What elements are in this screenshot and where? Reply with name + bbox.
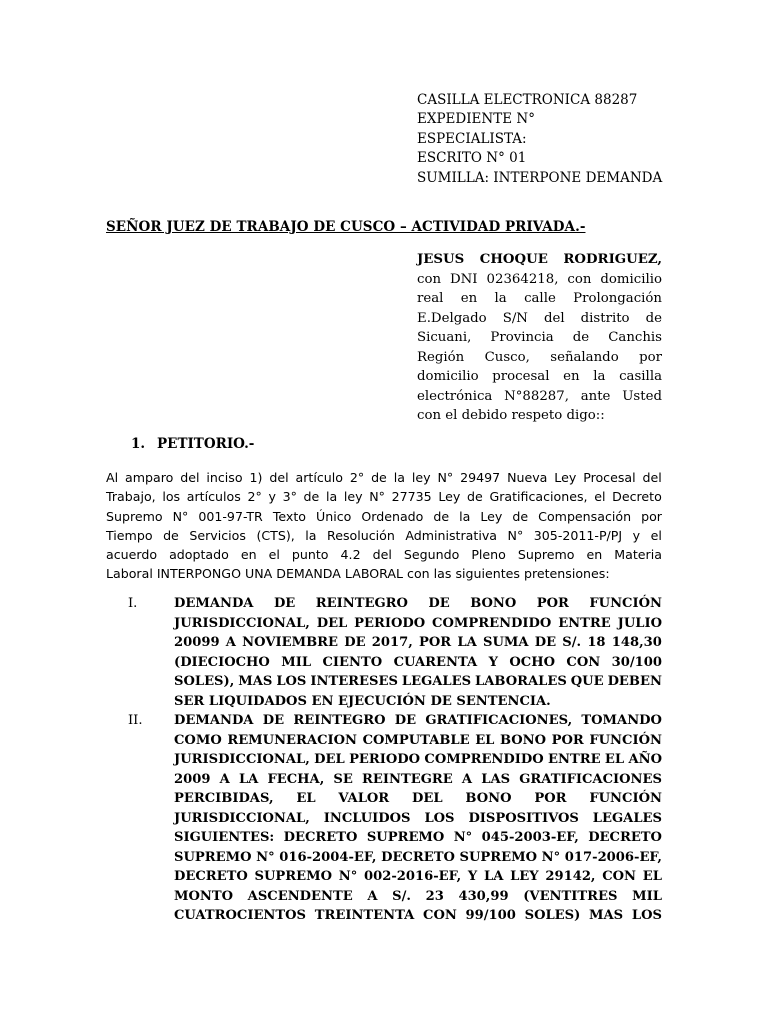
section-number: 1.	[131, 436, 146, 452]
case-header	[417, 91, 662, 188]
claim-item	[128, 711, 662, 926]
plaintiff-detail-line: Región Cusco, señalando por	[417, 349, 662, 365]
intro-line: acuerdo adoptado en el punto 4.2 del Segundo Pleno Supremo en Materia	[106, 547, 662, 563]
claim-line: JURISDICCIONAL, DEL PERIODO COMPRENDIDO ENTRE JULIO	[174, 615, 662, 631]
claim-line: 20099 A NOVIEMBRE DE 2017, POR LA SUMA DE S/. 18 148,30	[174, 635, 662, 650]
claim-line: DECRETO SUPREMO N° 002-2016-EF, Y LA LEY 29142, CON EL	[174, 869, 662, 884]
plaintiff-name-word: RODRIGUEZ,	[563, 252, 662, 267]
claim-line: JURISDICCIONAL, DEL PERIODO COMPRENDIDO ENTRE EL AÑO	[174, 752, 662, 767]
intro-paragraph	[106, 468, 662, 584]
claim-line: MONTO ASCENDENTE A S/. 23 430,99 (VENTITRES MIL	[174, 888, 662, 904]
claim-line: CUATROCIENTOS TREINTENTA CON 99/100 SOLES) MAS LOS	[174, 908, 662, 923]
claim-line: DEMANDA DE REINTEGRO DE BONO POR FUNCIÓN	[174, 596, 662, 611]
claim-line: DEMANDA DE REINTEGRO DE GRATIFICACIONES, TOMANDO	[174, 713, 662, 728]
plaintiff-name	[417, 250, 662, 270]
plaintiff-detail-line: electrónica N°88287, ante Usted	[417, 388, 662, 404]
plaintiff-detail-line: real en la calle Prolongación	[417, 291, 662, 306]
claim-line: SIGUIENTES: DECRETO SUPREMO N° 045-2003-EF, DECRETO	[174, 830, 662, 845]
claim-line: SUPREMO N° 016-2004-EF, DECRETO SUPREMO N° 017-2006-EF,	[174, 849, 662, 865]
claim-number: I.	[128, 596, 138, 611]
plaintiff-detail-line: E.Delgado S/N del distrito de	[417, 310, 662, 326]
intro-line: Tiempo de Servicios (CTS), la Resolución Administrativa N° 305-2011-P/PJ y el	[106, 527, 662, 543]
intro-line: Laboral INTERPONGO UNA DEMANDA LABORAL con las siguientes pretensiones:	[106, 566, 610, 582]
plaintiff-detail-line: con DNI 02364218, con domicilio	[417, 271, 662, 287]
intro-line: Supremo N° 001-97-TR Texto Único Ordenado de la Ley de Compensación por	[106, 508, 662, 524]
intro-line: Trabajo, los artículos 2° y 3° de la ley N° 27735 Ley de Gratificaciones, el Decreto	[106, 489, 662, 505]
header-line: ESCRITO N° 01	[417, 150, 527, 167]
claim-line: COMO REMUNERACION COMPUTABLE EL BONO POR FUNCIÓN	[174, 732, 662, 748]
claim-line: SER LIQUIDADOS EN EJECUCIÓN DE SENTENCIA.	[174, 693, 551, 709]
court-title: SEÑOR JUEZ DE TRABAJO DE CUSCO – ACTIVIDAD PRIVADA.-	[106, 219, 586, 235]
plaintiff-name-word: CHOQUE	[479, 252, 548, 267]
claim-number: II.	[128, 713, 143, 728]
plaintiff-block	[417, 250, 662, 426]
header-line: ESPECIALISTA:	[417, 130, 527, 147]
claim-line: JURISDICCIONAL, INCLUIDOS LOS DISPOSITIVOS LEGALES	[174, 810, 662, 826]
plaintiff-detail-line: Sicuani, Provincia de Canchis	[417, 330, 662, 345]
claim-line: 2009 A LA FECHA, SE REINTEGRE A LAS GRATIFICACIONES	[174, 771, 662, 787]
header-line: SUMILLA: INTERPONE DEMANDA	[417, 169, 663, 186]
claim-line: (DIECIOCHO MIL CIENTO CUARENTA Y OCHO CON 30/100	[174, 654, 662, 670]
claim-item	[128, 594, 662, 711]
claim-line: PERCIBIDAS, EL VALOR DEL BONO POR FUNCIÓN	[174, 791, 662, 806]
claim-line: SOLES), MAS LOS INTERESES LEGALES LABORALES QUE DEBEN	[174, 674, 662, 689]
header-line: CASILLA ELECTRONICA 88287	[417, 92, 638, 108]
section-heading	[131, 436, 254, 452]
claims-list	[128, 594, 662, 926]
plaintiff-detail-line: con el debido respeto digo::	[417, 408, 605, 423]
plaintiff-details	[417, 270, 662, 426]
header-line: EXPEDIENTE N°	[417, 111, 535, 128]
intro-line: Al amparo del inciso 1) del artículo 2° de la ley N° 29497 Nueva Ley Procesal del	[106, 470, 662, 485]
plaintiff-detail-line: domicilio procesal en la casilla	[417, 369, 662, 384]
plaintiff-name-word: JESUS	[417, 252, 465, 267]
section-title: PETITORIO.-	[157, 436, 255, 452]
